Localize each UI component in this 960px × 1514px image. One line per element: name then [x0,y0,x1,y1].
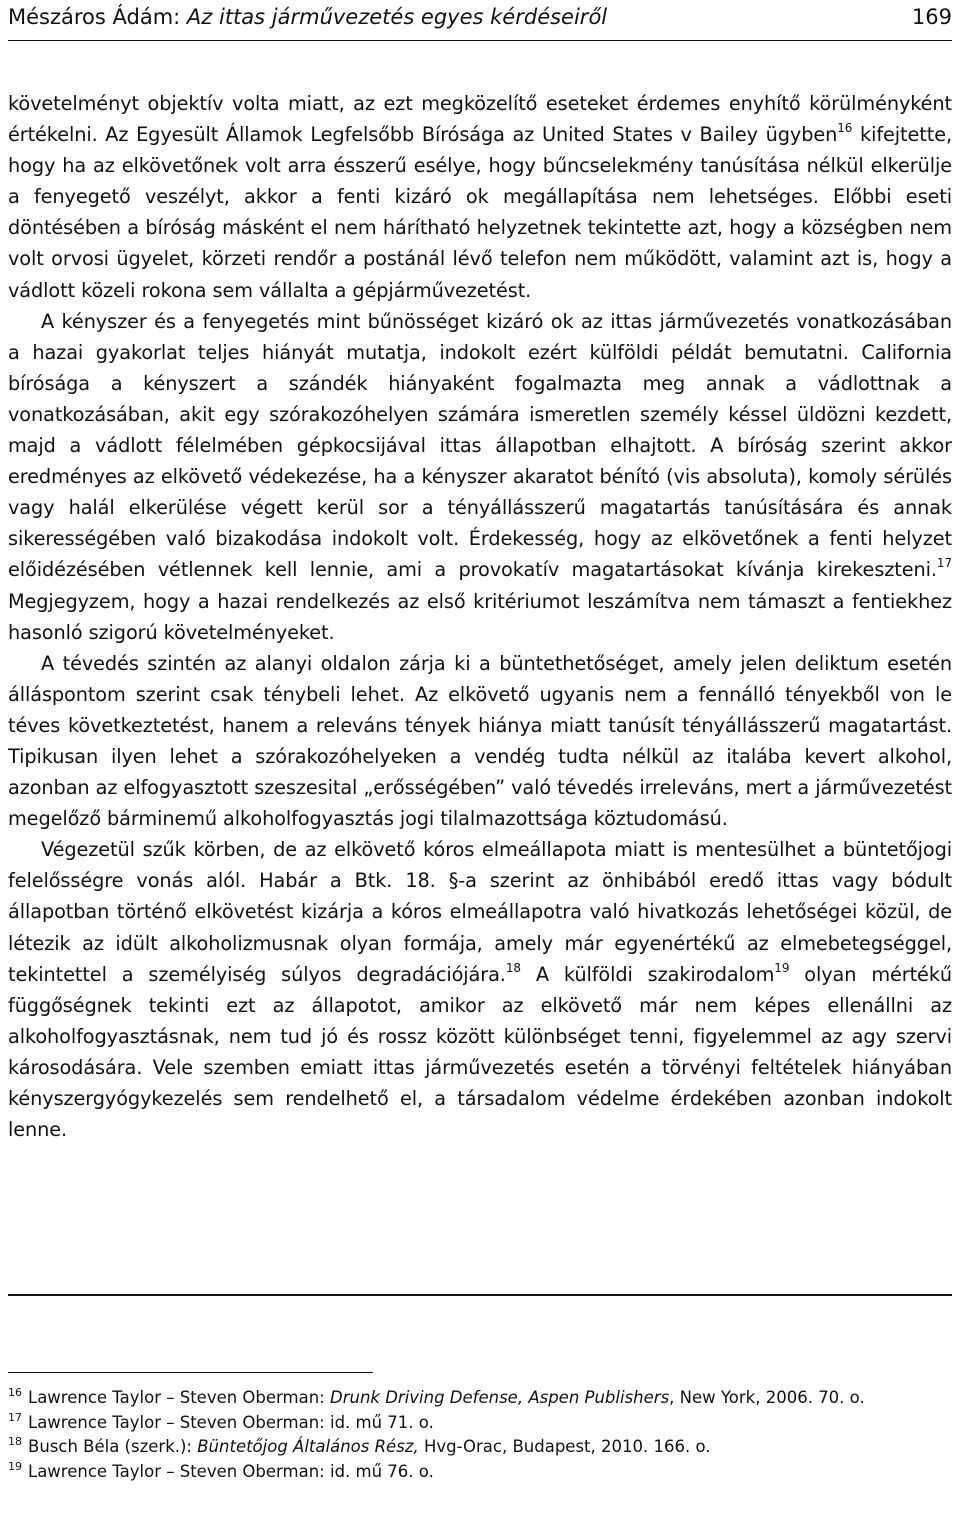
footnote-text: , New York, 2006. 70. o. [669,1388,865,1407]
header-article-title: Az ittas járművezetés egyes kérdéseiről [186,5,608,29]
running-header [8,2,952,36]
footnote-number: 19 [8,1459,22,1473]
footnote-separator [8,1372,373,1373]
page-number: 169 [911,5,952,29]
paragraph-text: Megjegyzem, hogy a hazai rendelkezés az első kritériumot leszámítva nem támaszt a fentiekhez hasonló szigorú követelményeket. [8,589,952,644]
footnote-18 [8,1435,952,1460]
paragraph-text: Végezetül szűk körben, de az elkövető kóros elmeállapota miatt is mentesülhet a büntetőjogi felelősségre vonás alól. Habár a Btk. 18. §-a szerint az önhibából eredő ittas vagy bódult állapotban történő elkövetést kizárja a kóros elmeállapotra való hivatkozás lehetőségei közül, de létezik az idült alkoholizmusnak olyan formája, amely már egyenértékű az elmebetegséggel, tekintettel a személyiség súlyos degradációjára. [8,838,952,986]
paragraph-text: olyan mértékű függőségnek tekinti ezt az állapotot, amikor az elkövető már nem képes ellenállni az alkoholfogyasztásnak, nem tud jó és rossz között különbséget tenni, figyelemmel az agy szervi károsodására. Vele szemben emiatt ittas járművezetés esetén a törvényi feltételek hiányában kényszergyógykezelés sem rendelhető el, a társadalom védelme érdekében azonban indokolt lenne. [8,962,952,1142]
body-end-divider [8,1294,952,1296]
footnote-ref-16[interactable]: 16 [837,121,853,136]
header-author: Mészáros Ádám: [8,5,187,29]
header-divider [8,40,952,41]
paragraph-text: A kényszer és a fenyegetés mint bűnösséget kizáró ok az ittas járművezetés vonatkozásában a hazai gyakorlat teljes hiányát mutatja, indokolt ezért külföldi példát bemutatni. California bírósága a kényszert a szándék hiányaként fogalmazta meg annak a vádlottnak a vonatkozásában, akit egy szórakozóhelyen számára ismeretlen személy késsel üldözni kezdett, majd a vádlott félelmében gépkocsijával ittas állapotban elhajtott. A bíróság szerint akkor eredményes az elkövető védekezése, ha a kényszer akaratot bénító (vis absoluta), komoly sérülés vagy halál elkerülése végett kerül sor a tényállásszerű magatartás tanúsítására és annak sikerességében való bizakodása indokolt volt. Érdekesség, hogy az elkövetőnek a fenti helyzet előidézésében vétlennek kell lennie, ami a provokatív magatartásokat kívánja kirekeszteni. [8,309,952,582]
footnote-text: Lawrence Taylor – Steven Oberman: id. mű 76. o. [28,1461,434,1481]
footnote-ref-18[interactable]: 18 [505,960,521,975]
paragraph-text: követelményt objektív volta miatt, az ezt megközelítő eseteket érdemes enyhítő körülményként értékelni. Az Egyesült Államok Legfelsőbb Bírósága az United States v Bailey ügyben [8,92,952,147]
footnote-16 [8,1386,952,1411]
paragraph-3 [8,648,952,835]
body-text [8,88,952,1145]
paragraph-text: A külföldi szakirodalom [520,962,775,986]
paragraph-2 [8,306,952,648]
footnotes [8,1386,952,1484]
paragraph-1 [8,88,952,306]
footnote-text: Lawrence Taylor – Steven Oberman: id. mű 71. o. [28,1412,434,1432]
footnote-number: 18 [8,1435,22,1448]
footnote-text: Hvg-Orac, Budapest, 2010. 166. o. [418,1437,711,1456]
paragraph-text: A tévedés szintén az alanyi oldalon zárja ki a büntethetőséget, amely jelen deliktum esetén álláspontom szerint csak ténybeli lehet. Az elkövető ugyanis nem a fennálló tényekből von le téves következtetést, hanem a releváns tények hiánya miatt tanúsít tényállásszerű magatartást. Tipikusan ilyen lehet a szórakozóhelyeken a vendég tudta nélkül az italába kevert alkohol, azonban az elfogyasztott szeszesital „erősségében” való tévedés irreleváns, mert a járművezetést megelőző bárminemű alkoholfogyasztás jogi tilalmazottsága köztudomású. [8,651,952,831]
footnote-italic-title: Drunk Driving Defense, Aspen Publishers [330,1388,670,1407]
footnote-ref-19[interactable]: 19 [774,960,790,975]
footnote-text: Lawrence Taylor – Steven Oberman: [28,1388,330,1407]
footnote-number: 17 [8,1410,22,1424]
footnote-19 [8,1460,952,1485]
paragraph-4 [8,834,952,1145]
footnote-text: Busch Béla (szerk.): [28,1437,198,1456]
paragraph-text: kifejtette, hogy ha az elkövetőnek volt arra ésszerű esélye, hogy bűncselekmény tanúsítása nélkül elkerülje a fenyegető veszélyt, akkor a fenti kizáró ok megállapítása nem lehetséges. Előbbi eseti döntésében a bíróság másként el nem hárítható helyzetnek tekintette azt, hogy a községben nem volt orvosi ügyelet, körzeti rendőr a postánál lévő telefon nem működött, valamint azt is, hogy a vádlott közeli rokona sem vállalta a gépjárművezetést. [8,123,952,302]
footnote-italic-title: Büntetőjog Általános Rész, [197,1437,419,1456]
footnote-ref-17[interactable]: 17 [936,556,952,571]
footnote-number: 16 [8,1386,22,1399]
footnote-17 [8,1411,952,1436]
